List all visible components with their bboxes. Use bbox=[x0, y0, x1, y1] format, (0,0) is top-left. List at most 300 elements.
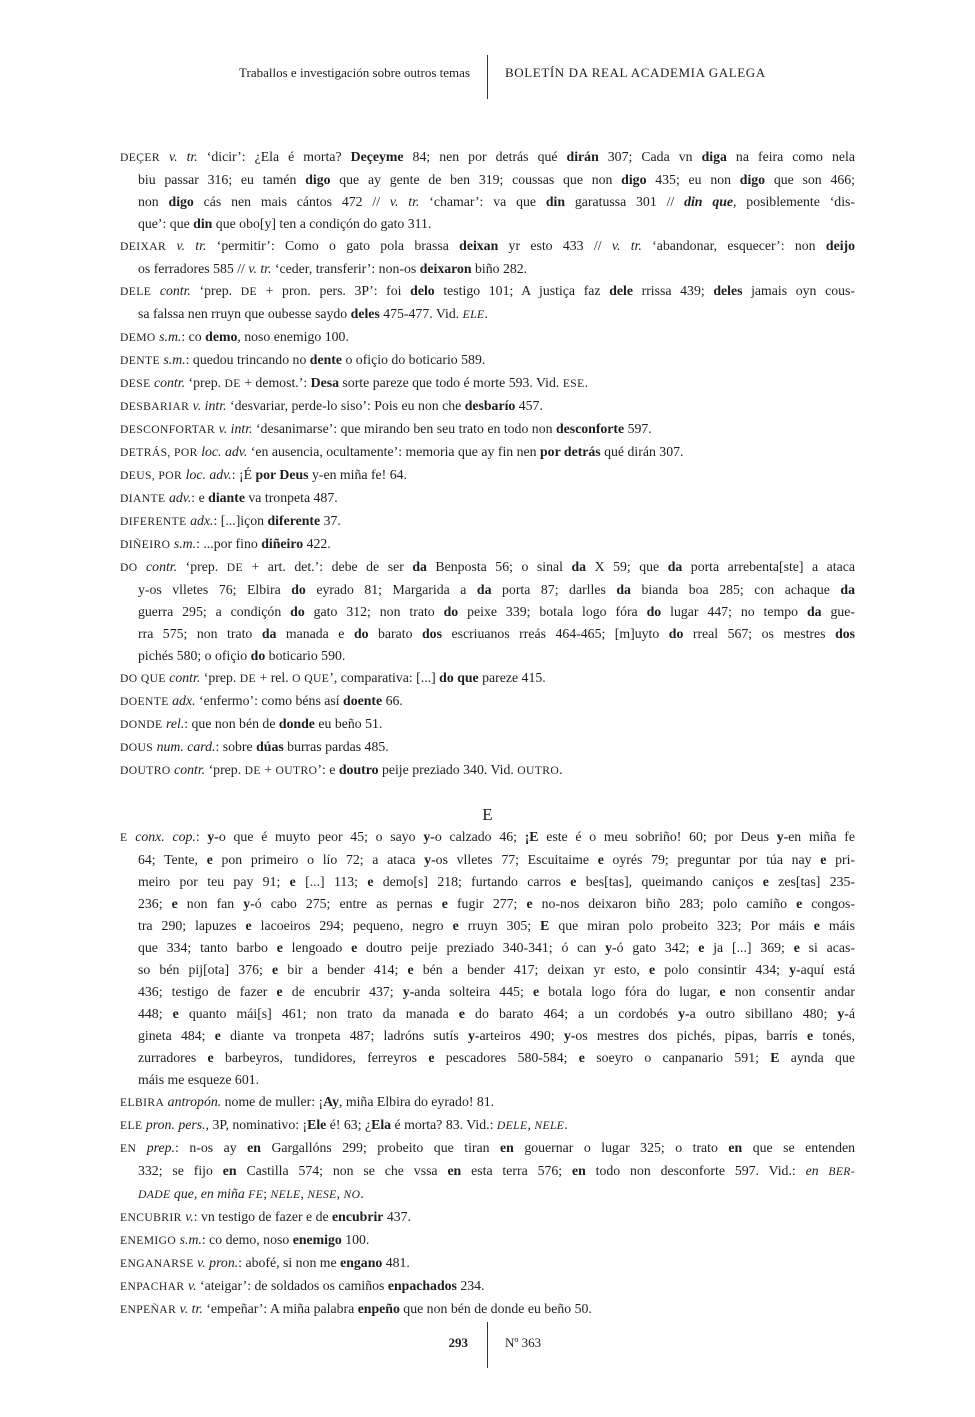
headword: DESE bbox=[120, 377, 151, 390]
text-run: ‘permitir’: Como o gato pola brassa bbox=[206, 238, 460, 253]
text-run: y-os vlletes 76; Elbira bbox=[138, 582, 292, 597]
cited-form: e bbox=[698, 940, 705, 955]
page-number: 293 bbox=[448, 1335, 468, 1350]
text-run: en miña fe bbox=[788, 829, 855, 844]
cited-form: e bbox=[276, 940, 283, 955]
entry-line bbox=[120, 1183, 855, 1206]
grammar-label: v. tr. bbox=[176, 1301, 203, 1316]
cited-form: y- bbox=[402, 984, 415, 999]
entry-line bbox=[120, 372, 855, 395]
grammar-label: en bbox=[805, 1163, 819, 1178]
entry-line bbox=[120, 441, 855, 464]
text-run: : vn testigo de fazer e de bbox=[193, 1209, 333, 1224]
entry-line bbox=[120, 213, 855, 235]
cited-form: e bbox=[214, 1028, 221, 1043]
text-run: : sobre bbox=[215, 739, 257, 754]
text-run: 236; bbox=[138, 896, 172, 911]
text-run: jamais oyn cous- bbox=[742, 283, 855, 298]
cited-form: da bbox=[412, 559, 427, 574]
text-run: bianda boa 285; con achaque bbox=[630, 582, 841, 597]
text-run: demo[s] 218; furtando carros bbox=[373, 874, 571, 889]
text-run: doutro peije preziado 340-341; ó can bbox=[357, 940, 606, 955]
text-run: garatussa 301 // bbox=[565, 194, 685, 209]
text-run: , posiblemente ‘dis- bbox=[733, 194, 855, 209]
cited-form: Deçeyme bbox=[350, 149, 404, 164]
cited-form: E bbox=[770, 1050, 780, 1065]
entry-line bbox=[120, 326, 855, 349]
glossary-entry bbox=[120, 1229, 855, 1252]
cited-form: y- bbox=[605, 940, 617, 955]
text-run: ‘desvariar, perde-lo siso’: Pois eu non che bbox=[226, 398, 465, 413]
grammar-label: v. tr. bbox=[159, 149, 198, 164]
glossary-entry bbox=[120, 487, 855, 510]
glossary-entry bbox=[120, 1137, 855, 1206]
cited-form: digo bbox=[621, 172, 647, 187]
cited-form: e bbox=[532, 984, 540, 999]
text-run: que se entenden bbox=[742, 1140, 855, 1155]
cited-form: doente bbox=[343, 693, 383, 708]
entry-line bbox=[120, 645, 855, 667]
cited-form: e bbox=[796, 896, 803, 911]
text-run: rruyn 305; bbox=[458, 918, 541, 933]
grammar-label: v. intr. bbox=[189, 398, 227, 413]
text-run: o calzado 46; bbox=[434, 829, 525, 844]
text-run: que obo[y] ten a condiçón do gato 311. bbox=[212, 216, 432, 231]
text-run: , 3P, nominativo: ¡ bbox=[205, 1117, 308, 1132]
small-caps-term: DE bbox=[239, 672, 257, 685]
text-run: bes[tas], queimando caniços bbox=[576, 874, 763, 889]
text-run: : que non bén de bbox=[184, 716, 279, 731]
cited-form: do bbox=[291, 582, 306, 597]
headword: ENCUBRIR bbox=[120, 1211, 182, 1224]
entry-line bbox=[120, 1229, 855, 1252]
cited-form: delo bbox=[410, 283, 435, 298]
cited-form: e bbox=[351, 940, 358, 955]
text-run: testigo 101; A justiça faz bbox=[434, 283, 610, 298]
headword: ENPACHAR bbox=[120, 1280, 185, 1293]
grammar-label: rel. bbox=[162, 716, 185, 731]
grammar-label: adv. bbox=[165, 490, 192, 505]
cited-form: dele bbox=[609, 283, 633, 298]
cited-form: din bbox=[193, 216, 213, 231]
text-run: biu passar 316; eu tamén bbox=[138, 172, 306, 187]
entry-line bbox=[120, 533, 855, 556]
entry-line bbox=[120, 235, 855, 258]
text-run: ‘prep. bbox=[177, 559, 227, 574]
headword: ENGANARSE bbox=[120, 1257, 194, 1270]
text-run: . bbox=[584, 375, 589, 390]
glossary-entry bbox=[120, 713, 855, 736]
cited-form: e bbox=[206, 852, 213, 867]
grammar-label: loc. adv. bbox=[182, 467, 232, 482]
text-run: ja [...] 369; bbox=[704, 940, 794, 955]
text-run: é! 63; ¿ bbox=[326, 1117, 372, 1132]
entry-line bbox=[120, 959, 855, 981]
text-run: sorte pareze que todo é morte 593. Vid. bbox=[338, 375, 563, 390]
text-run: botala logo fóra do lugar, bbox=[539, 984, 720, 999]
text-run: pescadores 580-584; bbox=[434, 1050, 579, 1065]
cited-form: e bbox=[407, 962, 414, 977]
text-run: pichés 580; o ofiçio bbox=[138, 648, 251, 663]
cited-form: encubrir bbox=[332, 1209, 384, 1224]
grammar-label: contr. bbox=[150, 375, 186, 390]
text-run: 66. bbox=[382, 693, 403, 708]
headword: DESBARIAR bbox=[120, 400, 190, 413]
cited-form: e bbox=[649, 962, 656, 977]
grammar-label: s.m. bbox=[176, 1232, 202, 1247]
grammar-label: adx. bbox=[186, 513, 214, 528]
glossary-entry bbox=[120, 826, 855, 1091]
text-run: todo non desconforte 597. Vid.: bbox=[585, 1163, 806, 1178]
cited-form: e bbox=[171, 896, 178, 911]
grammar-label: adx. bbox=[168, 693, 196, 708]
headword: DELE bbox=[120, 285, 152, 298]
grammar-label: s.m. bbox=[170, 536, 197, 551]
small-caps-term: OUTRO bbox=[517, 764, 560, 777]
headword: DIÑEIRO bbox=[120, 538, 171, 551]
text-run: quanto mái[s] 461; non trato da manada bbox=[178, 1006, 459, 1021]
cited-form: e bbox=[578, 1050, 585, 1065]
text-run: 457. bbox=[515, 398, 543, 413]
text-run: : e bbox=[191, 490, 209, 505]
text-run: na feira como nela bbox=[726, 149, 855, 164]
entry-line bbox=[120, 667, 855, 690]
grammar-label: v. pron. bbox=[193, 1255, 239, 1270]
text-run: ; bbox=[263, 1186, 271, 1201]
text-run: : n-os ay bbox=[174, 1140, 248, 1155]
glossary-entry bbox=[120, 418, 855, 441]
issue-number: Nº 363 bbox=[505, 1335, 542, 1350]
text-run: é morta? 83. Vid.: bbox=[391, 1117, 497, 1132]
text-run: aquí está bbox=[800, 962, 856, 977]
cited-form: y- bbox=[837, 1006, 849, 1021]
cited-form: en bbox=[728, 1140, 743, 1155]
text-run: , noso enemigo 100. bbox=[237, 329, 349, 344]
entry-line bbox=[120, 826, 855, 849]
text-run: 37. bbox=[320, 513, 341, 528]
glossary-entry bbox=[120, 556, 855, 667]
text-run: . bbox=[484, 306, 488, 321]
text-run: ‘prep. bbox=[200, 670, 240, 685]
headword: DOENTE bbox=[120, 695, 169, 708]
text-run: rrissa 439; bbox=[632, 283, 714, 298]
text-run: , bbox=[300, 1186, 308, 1201]
headword: DO bbox=[120, 561, 138, 574]
cited-form: din que bbox=[684, 194, 734, 209]
small-caps-term: OUTRO bbox=[275, 764, 318, 777]
cited-form: deijo bbox=[825, 238, 856, 253]
cited-form: e bbox=[289, 874, 296, 889]
entry-line bbox=[120, 579, 855, 601]
entry-line bbox=[120, 280, 855, 303]
text-run: 234. bbox=[456, 1278, 485, 1293]
cited-form: Desa bbox=[310, 375, 339, 390]
headword: E bbox=[120, 831, 128, 844]
cited-form: en bbox=[222, 1163, 237, 1178]
text-run: 448; bbox=[138, 1006, 173, 1021]
glossary-entry bbox=[120, 510, 855, 533]
entry-line bbox=[120, 464, 855, 487]
cited-form: e bbox=[820, 852, 827, 867]
cited-form: y- bbox=[678, 1006, 690, 1021]
text-run: no-nos deixaron biño 283; polo camiño bbox=[532, 896, 797, 911]
entry-line bbox=[120, 303, 855, 326]
grammar-label: contr. bbox=[170, 762, 206, 777]
text-run: non bbox=[138, 194, 169, 209]
entry-line bbox=[120, 510, 855, 533]
headword: DEUS, POR bbox=[120, 469, 183, 482]
entry-line bbox=[120, 690, 855, 713]
cited-form: en bbox=[500, 1140, 514, 1155]
cited-form: digo bbox=[305, 172, 331, 187]
small-caps-term: DE bbox=[240, 285, 257, 298]
cited-form: diñeiro bbox=[261, 536, 304, 551]
cited-form: dente bbox=[309, 352, 342, 367]
grammar-label: contr. bbox=[137, 559, 178, 574]
cited-form: Ele bbox=[307, 1117, 327, 1132]
cited-form: e bbox=[207, 1050, 214, 1065]
cited-form: engano bbox=[340, 1255, 383, 1270]
cited-form: da bbox=[667, 559, 683, 574]
cited-form: e bbox=[172, 1006, 179, 1021]
entry-line bbox=[120, 487, 855, 510]
text-run: + pron. pers. 3P’: foi bbox=[256, 283, 411, 298]
text-run: . bbox=[360, 1186, 364, 1201]
cited-form: en bbox=[247, 1140, 261, 1155]
cited-form: da bbox=[616, 582, 631, 597]
text-run: gineta 484; bbox=[138, 1028, 215, 1043]
text-run: tonés, bbox=[813, 1028, 855, 1043]
running-header-journal: BOLETÍN DA REAL ACADEMIA GALEGA bbox=[505, 65, 766, 80]
cited-form: e bbox=[458, 1006, 465, 1021]
cross-reference: BER- bbox=[818, 1165, 856, 1178]
cited-form: e bbox=[441, 896, 448, 911]
text-run: máis me esqueze 601. bbox=[138, 1072, 260, 1087]
cited-form: do bbox=[443, 604, 459, 619]
entry-line bbox=[120, 893, 855, 915]
cited-form: desconforte bbox=[555, 421, 625, 436]
cited-form: y- bbox=[789, 962, 801, 977]
text-run: burras pardas 485. bbox=[283, 739, 389, 754]
text-run: 481. bbox=[382, 1255, 410, 1270]
cited-form: e bbox=[367, 874, 374, 889]
cited-form: y- bbox=[243, 896, 255, 911]
text-run: so bén pij[ota] 376; bbox=[138, 962, 272, 977]
text-run: + rel. bbox=[256, 670, 293, 685]
entry-line bbox=[120, 1003, 855, 1025]
headword: ENEMIGO bbox=[120, 1234, 177, 1247]
text-run: 436; testigo de fazer bbox=[138, 984, 277, 999]
text-run: 475-477. Vid. bbox=[379, 306, 463, 321]
grammar-label: antropón. bbox=[164, 1094, 222, 1109]
cited-form: e bbox=[807, 1028, 814, 1043]
headword: DESCONFORTAR bbox=[120, 423, 216, 436]
text-run: ‘dicir’: ¿Ela é morta? bbox=[197, 149, 351, 164]
cited-form: donde bbox=[278, 716, 315, 731]
glossary-entry bbox=[120, 690, 855, 713]
cited-form: deixaron bbox=[419, 261, 472, 276]
cited-form: din bbox=[545, 194, 566, 209]
cited-form: por Deus bbox=[255, 467, 309, 482]
text-run: que ay gente de ben 319; coussas que non bbox=[330, 172, 622, 187]
entry-line bbox=[120, 1206, 855, 1229]
text-run: pri- bbox=[826, 852, 856, 867]
cited-form: digo bbox=[739, 172, 766, 187]
text-run: bir a bender 414; bbox=[278, 962, 408, 977]
cited-form: e bbox=[570, 874, 577, 889]
text-run: + demost.’: bbox=[240, 375, 311, 390]
cross-reference: ELE bbox=[462, 308, 485, 321]
cited-form: e bbox=[276, 984, 283, 999]
text-run: 597. bbox=[624, 421, 652, 436]
headword: DIFERENTE bbox=[120, 515, 187, 528]
cited-form: e bbox=[762, 874, 769, 889]
cited-form: en bbox=[447, 1163, 462, 1178]
text-run: bén a bender 417; deixan yr esto, bbox=[413, 962, 649, 977]
text-run: [...] 113; bbox=[295, 874, 368, 889]
text-run: congos- bbox=[802, 896, 855, 911]
small-caps-term: DE bbox=[244, 764, 261, 777]
cross-reference: NELE bbox=[270, 1188, 301, 1201]
cited-form: Ela bbox=[371, 1117, 392, 1132]
text-run: peixe 339; botala logo fóra bbox=[458, 604, 647, 619]
text-run: ‘prep. bbox=[190, 283, 241, 298]
entry-line bbox=[120, 759, 855, 782]
cited-form: da bbox=[476, 582, 492, 597]
cited-form: e bbox=[793, 940, 800, 955]
cited-form: do bbox=[646, 604, 662, 619]
entry-line bbox=[120, 1137, 855, 1160]
text-run: ‘prep. bbox=[205, 762, 245, 777]
cited-form: deles bbox=[713, 283, 743, 298]
cited-form: da bbox=[571, 559, 587, 574]
cited-form: y- bbox=[207, 829, 219, 844]
entry-line bbox=[120, 556, 855, 579]
cited-form: ¡E bbox=[524, 829, 539, 844]
text-run: ‘empeñar’: A miña palabra bbox=[202, 1301, 358, 1316]
text-run: lacoeiros 294; pequeno, negro bbox=[251, 918, 453, 933]
text-run: : co demo, noso bbox=[201, 1232, 293, 1247]
text-run: 422. bbox=[303, 536, 331, 551]
cited-form: da bbox=[840, 582, 855, 597]
header-divider bbox=[487, 55, 488, 99]
entry-line bbox=[120, 258, 855, 280]
text-run: esta terra 576; bbox=[461, 1163, 572, 1178]
glossary-entry bbox=[120, 146, 855, 235]
text-run: polo consintir 434; bbox=[655, 962, 790, 977]
headword: DEÇER bbox=[120, 151, 160, 164]
text-run: ‘desanimarse’: que mirando ben seu trato en todo non bbox=[252, 421, 556, 436]
text-run: arteiros 490; bbox=[479, 1028, 564, 1043]
cited-form: Ay bbox=[323, 1094, 339, 1109]
glossary-entry bbox=[120, 736, 855, 759]
text-run: anda solteira 445; bbox=[414, 984, 533, 999]
cited-form: e bbox=[452, 918, 459, 933]
grammar-label: contr. bbox=[165, 670, 201, 685]
text-run: ’: e bbox=[317, 762, 339, 777]
text-run: ‘abandonar, esquecer’: non bbox=[641, 238, 826, 253]
text-run: a outro sibillano 480; bbox=[689, 1006, 838, 1021]
entry-line bbox=[120, 349, 855, 372]
headword: DOUTRO bbox=[120, 764, 171, 777]
cited-form: e bbox=[526, 896, 533, 911]
entry-line bbox=[120, 937, 855, 959]
text-run: Castilla 574; non se che vssa bbox=[236, 1163, 448, 1178]
text-run: do barato 464; a un cordobés bbox=[464, 1006, 679, 1021]
text-run: ó gato 342; bbox=[616, 940, 699, 955]
running-header-section: Traballos e investigación sobre outros temas bbox=[239, 65, 470, 80]
text-run: ‘ceder, transferir’: non-os bbox=[271, 261, 420, 276]
small-caps-term: DE bbox=[224, 377, 241, 390]
grammar-label: num. card. bbox=[153, 739, 216, 754]
grammar-label: v. tr. bbox=[166, 238, 207, 253]
cited-form: enpeño bbox=[357, 1301, 400, 1316]
text-run: ‘enfermo’: como béns así bbox=[195, 693, 344, 708]
headword: DIANTE bbox=[120, 492, 166, 505]
glossary-entry bbox=[120, 1298, 855, 1321]
footer-divider bbox=[487, 1322, 488, 1368]
text-run: + bbox=[260, 762, 276, 777]
entry-line bbox=[120, 191, 855, 213]
entry-line bbox=[120, 1091, 855, 1114]
grammar-label: pron. pers. bbox=[142, 1117, 206, 1132]
text-run: nome de muller: ¡ bbox=[221, 1094, 324, 1109]
glossary-entry bbox=[120, 395, 855, 418]
text-run: : ...por fino bbox=[196, 536, 262, 551]
text-run: máis bbox=[819, 918, 855, 933]
entry-line bbox=[120, 623, 855, 645]
text-run: diante va tronpeta 487; ladróns sutís bbox=[220, 1028, 468, 1043]
glossary-entry bbox=[120, 1091, 855, 1114]
cited-form: enemigo bbox=[292, 1232, 342, 1247]
text-run: , miña Elbira do eyrado! 81. bbox=[338, 1094, 495, 1109]
cited-form: e bbox=[245, 918, 252, 933]
headword: DETRÁS, POR bbox=[120, 446, 198, 459]
glossary-entry bbox=[120, 1252, 855, 1275]
cited-form: dirán bbox=[566, 149, 599, 164]
text-run: Benposta 56; o sinal bbox=[426, 559, 572, 574]
cited-form: desbarío bbox=[464, 398, 516, 413]
grammar-label: v. tr. bbox=[611, 238, 642, 253]
grammar-label: conx. cop. bbox=[127, 829, 196, 844]
cited-form: do bbox=[290, 604, 305, 619]
grammar-label: v. bbox=[184, 1278, 197, 1293]
text-run: biño 282. bbox=[471, 261, 528, 276]
text-run: gato 312; non trato bbox=[304, 604, 444, 619]
cited-form: y- bbox=[424, 852, 436, 867]
grammar-label: loc. adv. bbox=[197, 444, 248, 459]
entry-line bbox=[120, 146, 855, 169]
glossary-entry bbox=[120, 667, 855, 690]
text-run: porta 87; darlles bbox=[491, 582, 617, 597]
headword: DOUS bbox=[120, 741, 154, 754]
text-run: aynda que bbox=[779, 1050, 855, 1065]
entry-line bbox=[120, 1252, 855, 1275]
text-run: ó cabo 275; entre as pernas bbox=[254, 896, 442, 911]
text-run: ‘prep. bbox=[185, 375, 225, 390]
cited-form: digo bbox=[168, 194, 194, 209]
text-run: . bbox=[564, 1117, 568, 1132]
text-run: meiro por teu pay 91; bbox=[138, 874, 290, 889]
text-run: va tronpeta 487. bbox=[244, 490, 338, 505]
text-run: non consentir andar bbox=[725, 984, 855, 999]
text-run: fugir 277; bbox=[447, 896, 527, 911]
text-run: lugar 447; no tempo bbox=[661, 604, 807, 619]
text-run: que miran polo probeito 323; Por máis bbox=[549, 918, 814, 933]
glossary-entry bbox=[120, 372, 855, 395]
glossary-entry bbox=[120, 1275, 855, 1298]
glossary-entry bbox=[120, 759, 855, 782]
